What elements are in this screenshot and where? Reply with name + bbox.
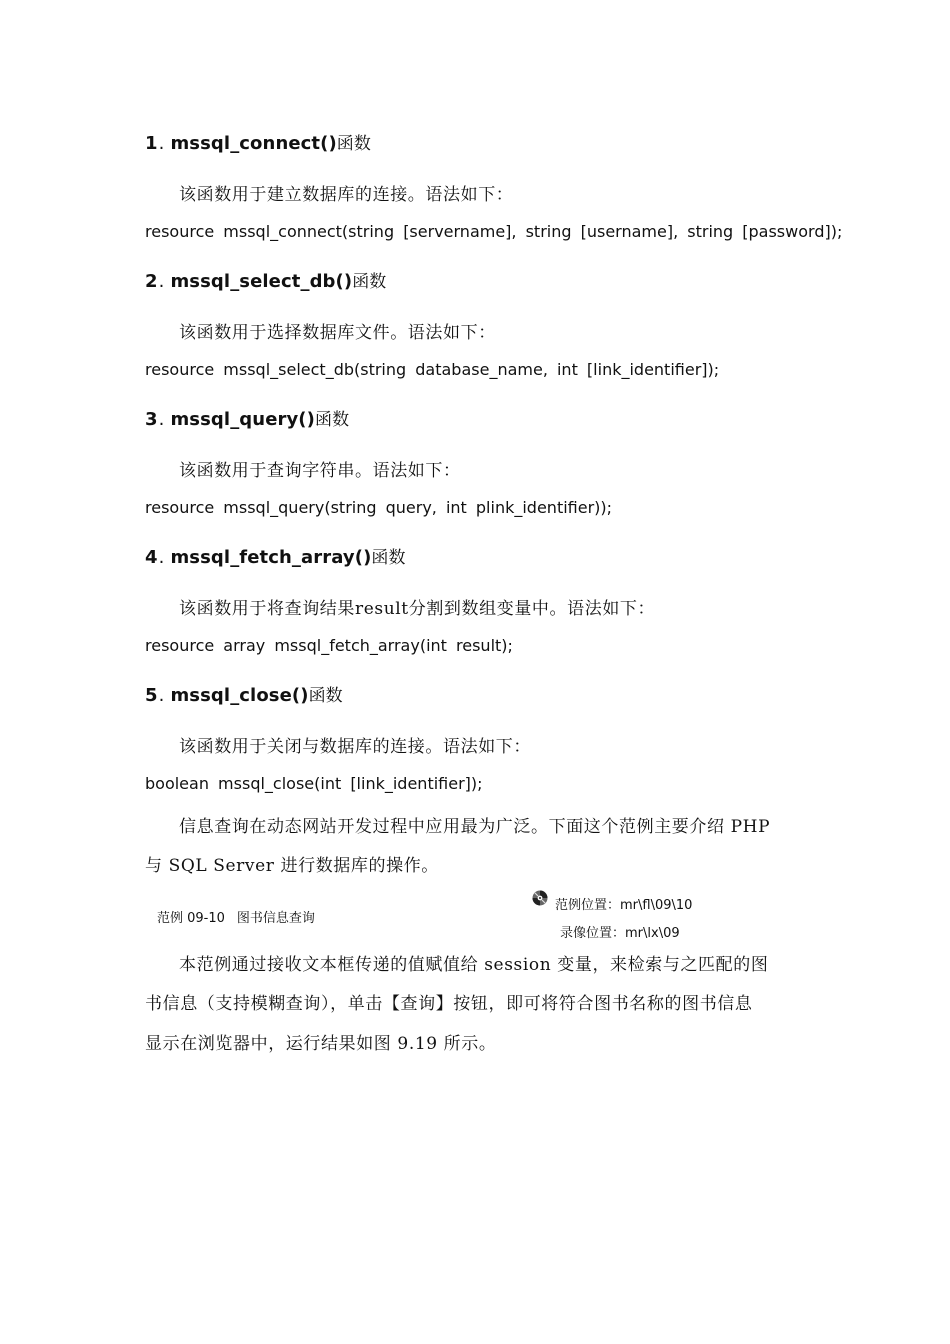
function-name: mssql_connect() <box>170 133 337 154</box>
example-title: 图书信息查询 <box>236 911 315 926</box>
section-1-syntax: resource mssql_connect(string [servername], string [username], string [password]); <box>145 222 843 241</box>
source-location: 范例位置：mr\fl\09\10 <box>555 898 693 913</box>
section-number: 5 <box>145 685 158 706</box>
section-5-heading: 5. mssql_close()函数 <box>145 685 343 706</box>
section-3-heading: 3. mssql_query()函数 <box>145 409 350 430</box>
video-location: 录像位置：mr\lx\09 <box>560 926 680 941</box>
heading-suffix: 函数 <box>308 686 343 706</box>
heading-suffix: 函数 <box>336 134 371 154</box>
section-number: 4 <box>145 547 158 568</box>
section-3-description: 该函数用于查询字符串。语法如下： <box>179 461 461 481</box>
heading-suffix: 函数 <box>371 548 406 568</box>
description-line-2: 书信息（支持模糊查询），单击【查询】按钮，即可将符合图书名称的图书信息 <box>145 994 753 1014</box>
heading-suffix: 函数 <box>314 410 350 430</box>
heading-suffix: 函数 <box>352 272 387 292</box>
example-id: 范例 09-10 <box>157 911 225 926</box>
function-name: mssql_close() <box>170 685 309 706</box>
function-name: mssql_fetch_array() <box>170 547 372 568</box>
section-1-description: 该函数用于建立数据库的连接。语法如下： <box>179 185 514 205</box>
section-2-description: 该函数用于选择数据库文件。语法如下： <box>179 323 496 343</box>
description-line-1: 本范例通过接收文本框传递的值赋值给 session 变量，来检索与之匹配的图 <box>179 955 769 975</box>
section-2-heading: 2. mssql_select_db()函数 <box>145 271 387 292</box>
section-4-syntax: resource array mssql_fetch_array(int result); <box>145 636 513 655</box>
intro-line-2: 与 SQL Server 进行数据库的操作。 <box>145 856 439 876</box>
section-3-syntax: resource mssql_query(string query, int plink_identifier)); <box>145 498 613 517</box>
section-number: 1 <box>145 133 158 154</box>
description-line-3: 显示在浏览器中，运行结果如图 9.19 所示。 <box>145 1034 497 1054</box>
disc-icon <box>532 890 548 906</box>
section-number: 2 <box>145 271 158 292</box>
section-4-heading: 4. mssql_fetch_array()函数 <box>145 547 406 568</box>
section-4-description: 该函数用于将查询结果result分割到数组变量中。语法如下： <box>179 599 656 619</box>
section-1-heading: 1. mssql_connect()函数 <box>145 133 371 154</box>
function-name: mssql_query() <box>170 409 315 430</box>
example-label <box>157 907 315 926</box>
section-2-syntax: resource mssql_select_db(string database_name, int [link_identifier]); <box>145 360 720 379</box>
section-number: 3 <box>145 409 158 430</box>
section-5-syntax: boolean mssql_close(int [link_identifier]); <box>145 774 483 793</box>
function-name: mssql_select_db() <box>170 271 353 292</box>
section-5-description: 该函数用于关闭与数据库的连接。语法如下： <box>179 737 531 757</box>
intro-line-1: 信息查询在动态网站开发过程中应用最为广泛。下面这个范例主要介绍 PHP <box>179 817 771 837</box>
